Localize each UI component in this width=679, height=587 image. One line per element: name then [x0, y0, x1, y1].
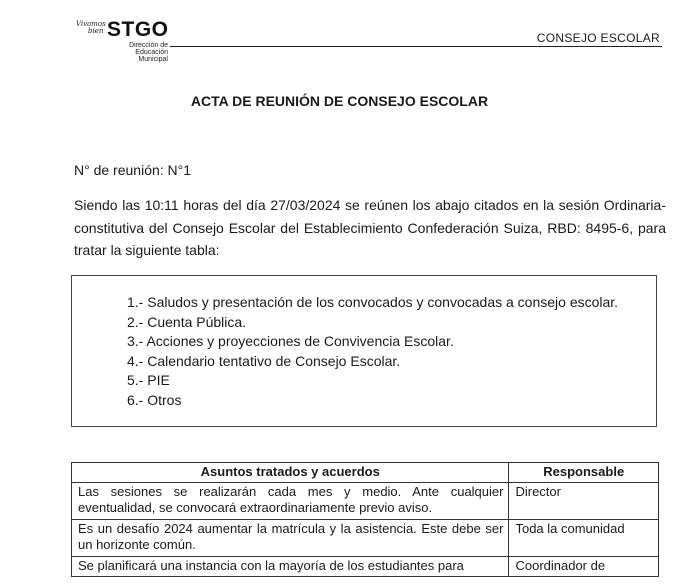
minutes-table	[71, 462, 659, 577]
table-row	[72, 519, 659, 556]
document-title: ACTA DE REUNIÓN DE CONSEJO ESCOLAR	[190, 93, 489, 109]
intro-paragraph: Siendo las 10:11 horas del día 27/03/2024 se reúnen los abajo citados en la sesión Ordinaria-constitutiva del Consejo Escolar del Establecimiento Confederación Suiza, RBD: 8495-6, para tratar la siguiente tabla:	[74, 197, 666, 258]
logo-brand: STGO	[107, 18, 169, 41]
logo-subtitle-line: Municipal	[138, 56, 168, 63]
agenda-list	[127, 293, 618, 410]
logo-tagline-bottom: bien	[88, 27, 104, 35]
meeting-number: N° de reunión: N°1	[74, 162, 192, 178]
stgo-logo	[76, 20, 176, 66]
topic-cell: Se planificará una instancia con la mayoría de los estudiantes para	[72, 556, 509, 577]
logo-tagline-top: Vivamos	[76, 20, 106, 28]
header-divider	[170, 46, 662, 47]
logo-subtitle	[110, 42, 168, 63]
responsible-cell: Coordinador de	[509, 556, 659, 577]
header-section-label: CONSEJO ESCOLAR	[536, 31, 660, 45]
agenda-item: 3.- Acciones y proyecciones de Convivencia Escolar.	[127, 333, 454, 349]
topic-cell: Las sesiones se realizarán cada mes y medio. Ante cualquier eventualidad, se convocará extraordinariamente previo aviso.	[72, 482, 509, 519]
agenda-item: 2.- Cuenta Pública.	[127, 313, 247, 330]
topic-cell: Es un desafío 2024 aumentar la matrícula y la asistencia. Este debe ser un horizonte común.	[72, 519, 509, 556]
table-row	[72, 482, 659, 519]
table-header-row	[72, 463, 659, 483]
responsible-cell: Toda la comunidad	[509, 519, 659, 556]
logo-subtitle-line: Dirección de	[129, 42, 168, 49]
column-header-topic: Asuntos tratados y acuerdos	[72, 463, 509, 483]
responsible-cell: Director	[509, 482, 659, 519]
logo-subtitle-line: Educación	[135, 49, 168, 56]
agenda-item: 1.- Saludos y presentación de los convocados y convocadas a consejo escolar.	[127, 294, 619, 310]
agenda-item: 6.- Otros	[127, 391, 182, 408]
agenda-box	[71, 275, 657, 427]
column-header-responsible: Responsable	[509, 463, 659, 483]
agenda-item: 4.- Calendario tentativo de Consejo Escolar.	[127, 352, 401, 369]
table-row	[72, 556, 659, 577]
agenda-item: 5.- PIE	[127, 372, 170, 388]
